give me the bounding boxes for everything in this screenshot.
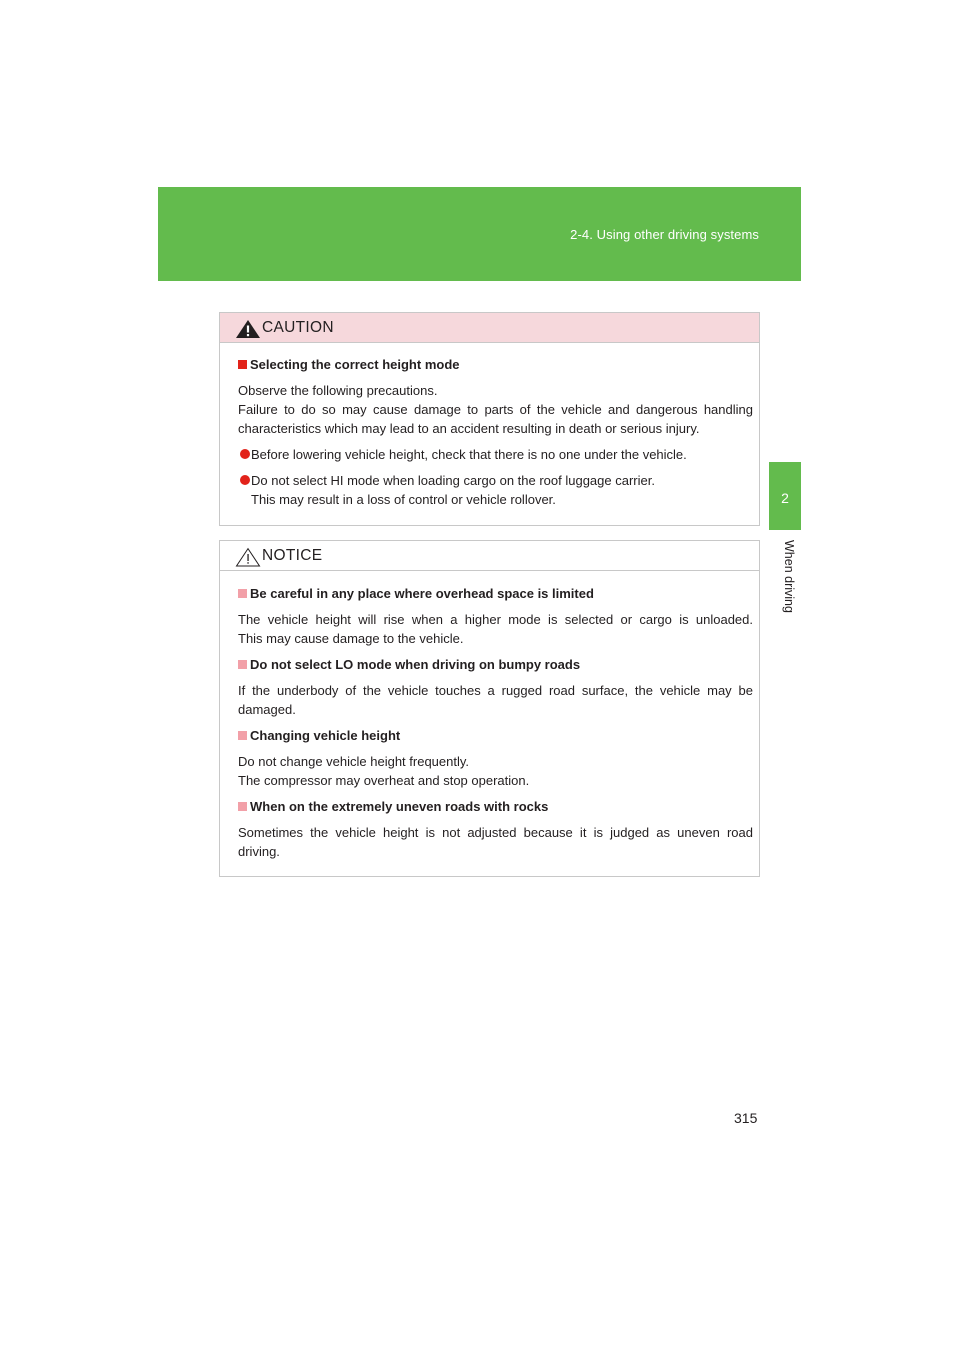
caution-section-title: Selecting the correct height mode (250, 357, 460, 372)
notice-heading: NOTICE (262, 547, 323, 564)
caution-section (238, 355, 460, 374)
notice-section-title: Changing vehicle height (250, 728, 401, 743)
square-bullet-icon (238, 802, 247, 811)
notice-box (219, 540, 760, 877)
square-bullet-icon (238, 660, 247, 669)
notice-section (238, 726, 400, 745)
notice-text-line: If the underbody of the vehicle touches a rugged road surface, the vehicle may be (238, 683, 753, 698)
notice-text-line: This may cause damage to the vehicle. (238, 631, 464, 646)
warning-outline-icon (235, 547, 261, 567)
square-bullet-icon (238, 731, 247, 740)
caution-text-line: Failure to do so may cause damage to parts of the vehicle and dangerous handling (238, 402, 753, 417)
chapter-label: When driving (782, 540, 796, 613)
caution-header (220, 313, 759, 343)
caution-bullet-text: Do not select HI mode when loading cargo on the roof luggage carrier. (251, 473, 655, 488)
caution-box (219, 312, 760, 526)
caution-bullet (240, 471, 655, 490)
caution-heading: CAUTION (262, 319, 334, 336)
chapter-tab (769, 462, 801, 530)
caution-text-line: characteristics which may lead to an accident resulting in death or serious injury. (238, 421, 700, 436)
notice-text-line: The vehicle height will rise when a higher mode is selected or cargo is unloaded. (238, 612, 753, 627)
notice-section (238, 797, 548, 816)
caution-bullet-text: Before lowering vehicle height, check that there is no one under the vehicle. (251, 447, 687, 462)
notice-section (238, 655, 580, 674)
section-title: 2-4. Using other driving systems (570, 227, 759, 242)
caution-bullet (240, 445, 687, 464)
square-bullet-icon (238, 360, 247, 369)
notice-text-line: Sometimes the vehicle height is not adjusted because it is judged as uneven road (238, 825, 753, 840)
notice-text-line: damaged. (238, 702, 296, 717)
notice-section-title: Do not select LO mode when driving on bumpy roads (250, 657, 581, 672)
page-number: 315 (734, 1110, 758, 1126)
caution-bullet-text: This may result in a loss of control or vehicle rollover. (251, 492, 556, 507)
notice-section (238, 584, 594, 603)
notice-text-line: The compressor may overheat and stop operation. (238, 773, 530, 788)
warning-filled-icon (235, 319, 261, 339)
notice-text-line: Do not change vehicle height frequently. (238, 754, 470, 769)
notice-section-title: Be careful in any place where overhead space is limited (250, 586, 594, 601)
notice-text-line: driving. (238, 844, 280, 859)
notice-header (220, 541, 759, 571)
square-bullet-icon (238, 589, 247, 598)
chapter-number: 2 (781, 490, 789, 506)
notice-section-title: When on the extremely uneven roads with rocks (250, 799, 549, 814)
round-bullet-icon (240, 449, 250, 459)
round-bullet-icon (240, 475, 250, 485)
chapter-header-band (158, 187, 801, 281)
caution-text-line: Observe the following precautions. (238, 383, 438, 398)
